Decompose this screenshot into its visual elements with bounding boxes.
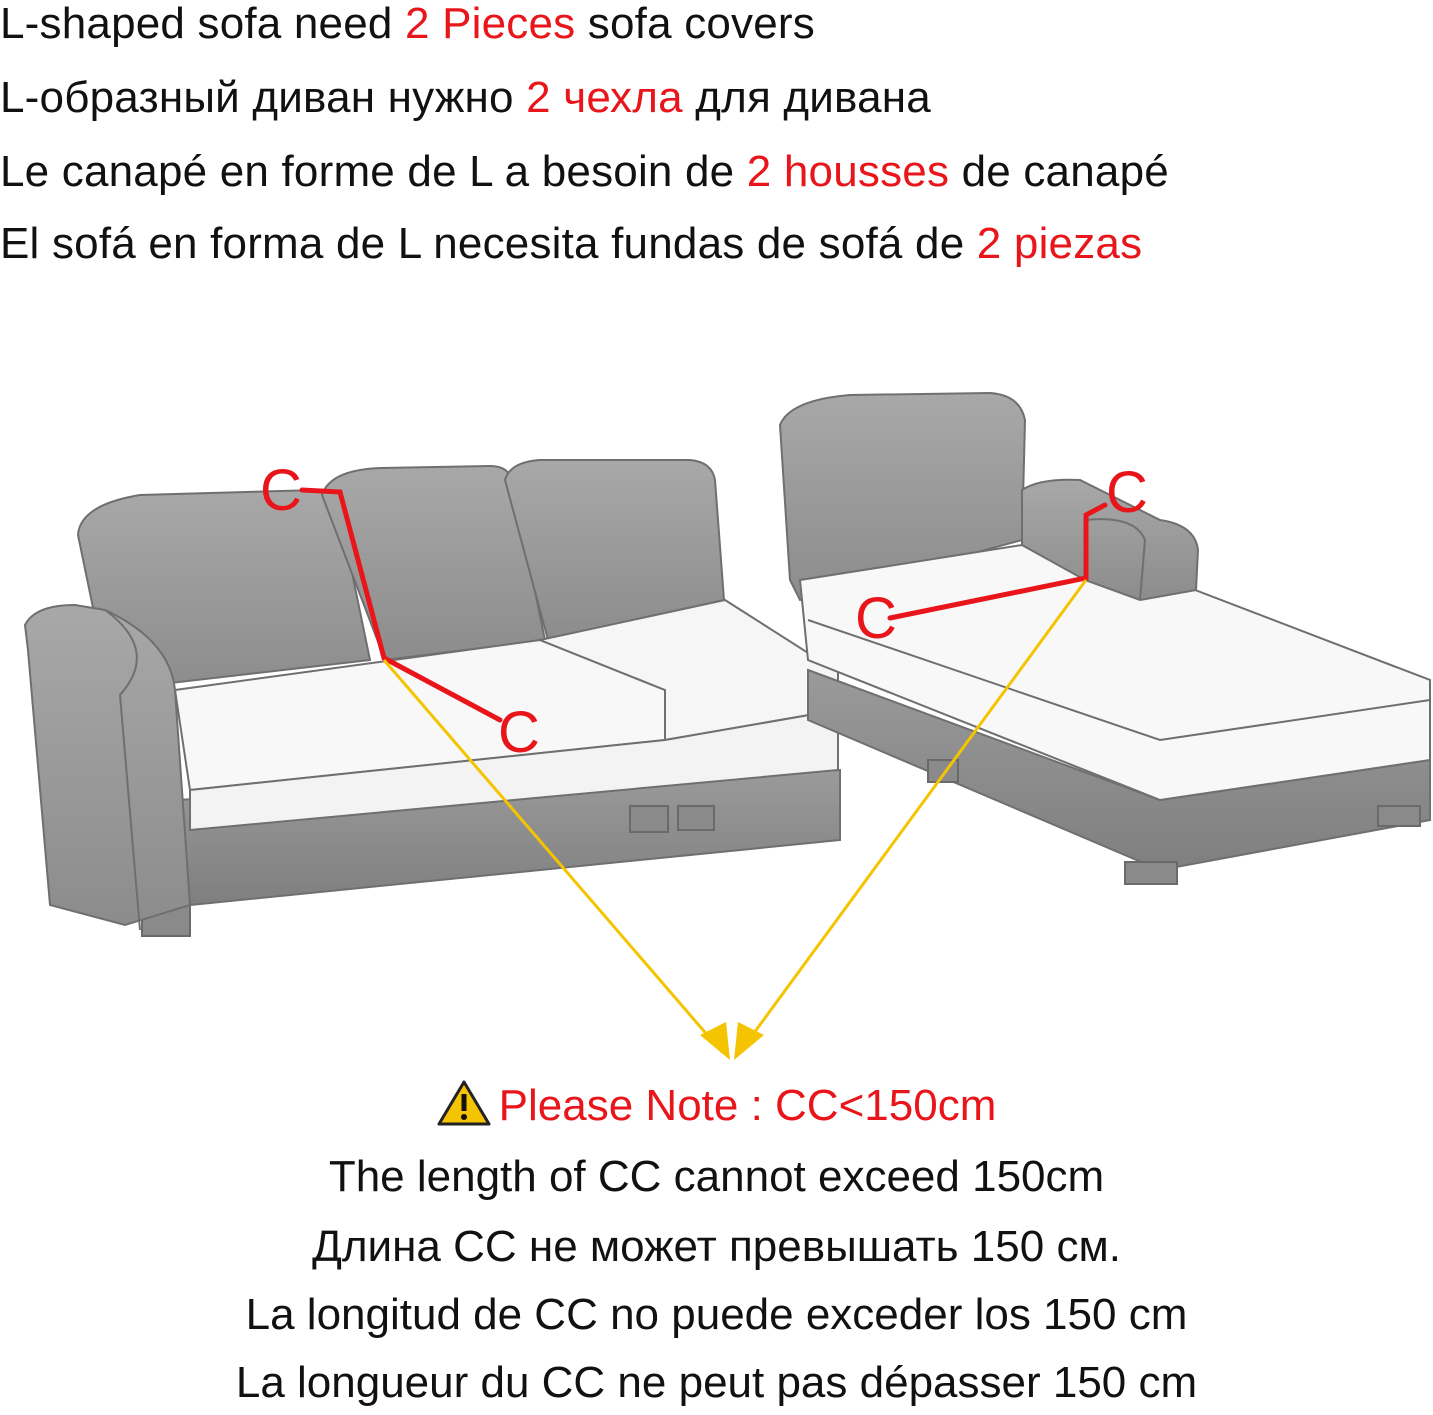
note-line-russian: Длина СС не может превышать 150 см.	[312, 1222, 1121, 1271]
header-highlight: 2 Pieces	[405, 0, 576, 48]
measure-label-c: C	[855, 586, 897, 651]
measure-label-c: C	[260, 458, 302, 523]
header-text: de canapé	[949, 147, 1169, 196]
header-text: El sofá en forma de L necesita fundas de sofá de	[0, 219, 977, 268]
note-line-spanish: La longitud de CC no puede exceder los 150 cm	[245, 1290, 1188, 1339]
header-highlight: 2 piezas	[976, 219, 1143, 268]
header-text: sofa covers	[575, 0, 815, 48]
note-line-french: La longueur du CC ne peut pas dépasser 150 cm	[235, 1358, 1198, 1407]
header-highlight: 2 чехла	[526, 73, 683, 122]
measure-label-c: C	[498, 700, 540, 765]
note-title-text: Please Note : CC<150cm	[498, 1081, 997, 1130]
measure-label-c: C	[1106, 460, 1148, 525]
header-text: для дивана	[682, 73, 931, 122]
note-line-english: The length of CC cannot exceed 150cm	[328, 1152, 1105, 1201]
warning-icon	[437, 1080, 491, 1126]
left-sofa	[25, 460, 840, 936]
note-title	[0, 1080, 1433, 1132]
header-text: Le canapé en forme de L a besoin de	[0, 147, 747, 196]
header-text: L-shaped sofa need	[0, 0, 405, 48]
header-text: L-образный диван нужно	[0, 73, 527, 122]
header-highlight: 2 housses	[746, 147, 950, 196]
arrow-head-left	[700, 1022, 730, 1060]
